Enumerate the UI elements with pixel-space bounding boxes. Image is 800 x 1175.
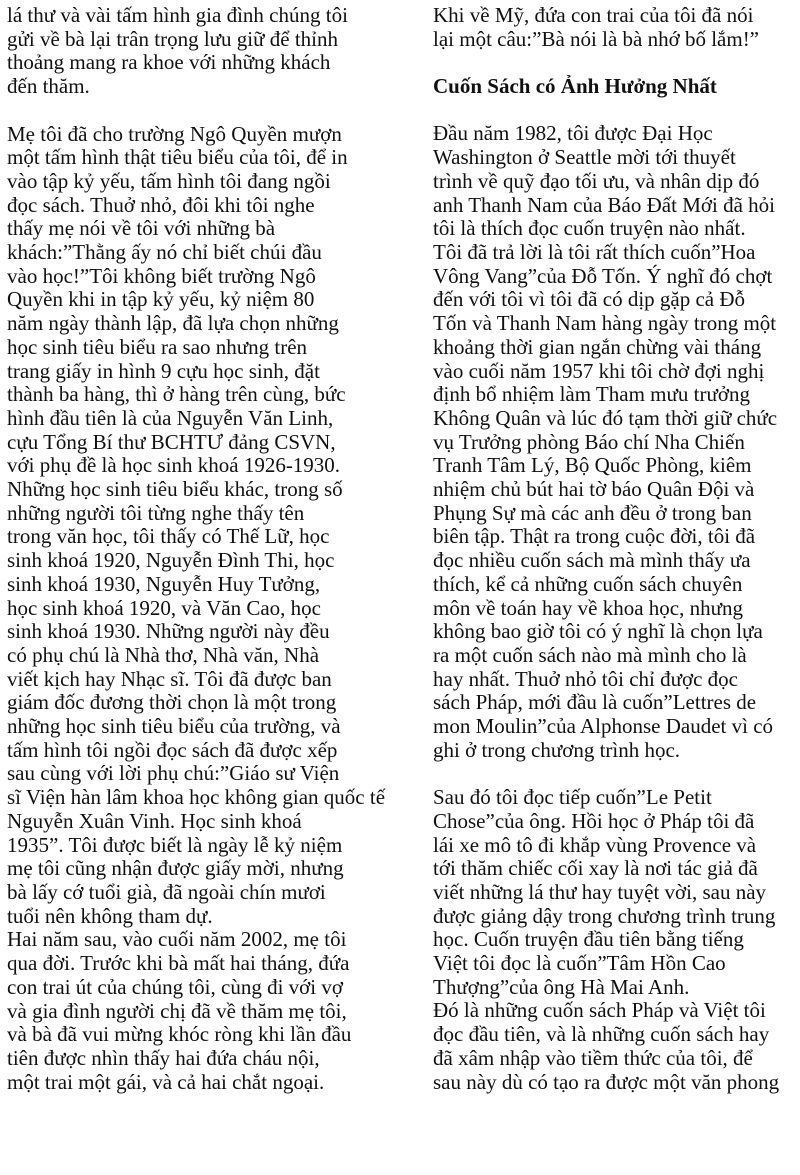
text-line: Quyền khi in tập kỷ yếu, kỷ niệm 80 <box>7 287 315 312</box>
text-line: khoảng thời gian ngắn chừng vài tháng <box>433 334 762 359</box>
text-line: Đó là những cuốn sách Pháp và Việt tôi <box>433 998 766 1023</box>
text-line: những học sinh tiêu biểu của trường, và <box>7 714 341 739</box>
text-line: Sau đó tôi đọc tiếp cuốn”Le Petit <box>433 785 712 810</box>
text-line: mon Moulin”của Alphonse Daudet vì có <box>433 714 774 739</box>
text-line: sau này dù có tạo ra được một văn phong <box>433 1069 780 1094</box>
text-line: viết kịch hay Nhạc sĩ. Tôi đã được ban <box>7 666 332 691</box>
text-line: Tôi đã trả lời là tôi rất thích cuốn”Hoa <box>433 240 756 264</box>
text-line: Những học sinh tiêu biểu khác, trong số <box>7 477 343 502</box>
text-line: trong văn học, tôi thấy có Thế Lữ, học <box>7 524 330 549</box>
text-line: biên tập. Thật ra trong cuộc đời, tôi đã <box>433 524 756 549</box>
text-line: với phụ đề là học sinh khoá 1926-1930. <box>7 453 341 478</box>
text-line: đọc đầu tiên, và là những cuốn sách hay <box>433 1022 770 1047</box>
text-line: được giảng dậy trong chương trình trung <box>433 903 776 928</box>
text-line: định bổ nhiệm làm Tham mưu trưởng <box>433 382 750 407</box>
text-line: 1935”. Tôi được biết là ngày lễ kỷ niệm <box>7 832 343 857</box>
text-line: thấy mẹ nói về tôi với những bà <box>7 216 276 241</box>
text-line: và bà đã vui mừng khóc ròng khi lần đầu <box>7 1022 352 1047</box>
text-line: vụ Trưởng phòng Báo chí Nha Chiến <box>433 429 745 454</box>
text-line: ra một cuốn sách nào mà mình cho là <box>433 642 747 667</box>
text-line: ghi ở trong chương trình học. <box>433 737 681 762</box>
paragraph-letters <box>7 4 392 99</box>
text-line: nhiệm chủ bút hai tờ báo Quân Đội và <box>433 477 755 502</box>
text-line: thành ba hàng, thì ở hàng trên cùng, bức <box>7 382 346 407</box>
paragraph-gap <box>433 51 797 75</box>
text-line: Phụng Sự mà các anh đều ở trong ban <box>433 500 752 525</box>
text-line: mẹ tôi cũng nhận được giấy mời, nhưng <box>7 856 344 881</box>
paragraph-mother-passing <box>7 928 392 1094</box>
text-line: sinh khoá 1930. Những người này đều <box>7 619 330 644</box>
text-line: đã xâm nhập vào tiềm thức của tôi, để <box>433 1045 753 1070</box>
text-line: sách Pháp, mới đầu là cuốn”Lettres de <box>433 690 757 715</box>
text-line: Washington ở Seattle mời tới thuyết <box>433 145 736 170</box>
paragraph-yearbook <box>7 123 392 929</box>
text-line: Hai năm sau, vào cuối năm 2002, mẹ tôi <box>7 927 347 952</box>
text-line: năm ngày thành lập, đã lựa chọn những <box>7 311 339 336</box>
text-line: học sinh khoá 1920, và Văn Cao, học <box>7 595 321 620</box>
right-column <box>433 4 797 1094</box>
text-line: tấm hình tôi ngồi đọc sách đã được xếp <box>7 737 338 762</box>
paragraph-gap <box>7 99 392 123</box>
text-line: tới thăm chiếc cối xay là nơi tác giả đã <box>433 856 758 881</box>
paragraph-gap <box>433 762 797 786</box>
text-line: viết những lá thư hay tuyệt vời, sau này <box>433 879 767 904</box>
section-heading: Cuốn Sách có Ảnh Hưởng Nhất <box>433 74 717 99</box>
text-line: trình về quỹ đạo tối ưu, và nhân dịp đó <box>433 168 760 193</box>
text-line: Khi về Mỹ, đứa con trai của tôi đã nói <box>433 3 754 27</box>
text-line: thoảng mang ra khoe với những khách <box>7 50 331 75</box>
text-line: đến thăm. <box>7 74 90 99</box>
text-line: sinh khoá 1930, Nguyễn Huy Tưởng, <box>7 571 321 596</box>
text-line: bà lấy cớ tuổi già, đã ngoài chín mươi <box>7 880 326 904</box>
text-line: đến với tôi vì tôi đã có dịp gặp cả Đỗ <box>433 287 746 312</box>
text-line: tuổi nên không tham dự. <box>7 903 213 928</box>
text-line: Chose”của ông. Hồi học ở Pháp tôi đã <box>433 808 755 833</box>
text-line: vào học!”Tôi không biết trường Ngô <box>7 263 316 288</box>
text-line: sĩ Viện hàn lâm khoa học không gian quốc tế <box>7 785 386 810</box>
text-line: Vông Vang”của Đỗ Tốn. Ý nghĩ đó chợt <box>433 263 773 288</box>
left-column <box>7 4 392 1094</box>
text-line: vào cuối năm 1957 khi tôi chờ đợi nghị <box>433 358 765 383</box>
text-line: anh Thanh Nam của Báo Đất Mới đã hỏi <box>433 192 775 217</box>
text-line: Thượng”của ông Hà Mai Anh. <box>433 974 690 999</box>
paragraph-gap <box>433 99 797 123</box>
text-line: một tấm hình thật tiêu biểu của tôi, để in <box>7 145 348 170</box>
text-line: vào tập kỷ yếu, tấm hình tôi đang ngồi <box>7 168 331 193</box>
text-line: lại một câu:”Bà nói là bà nhớ bố lắm!” <box>433 26 760 51</box>
text-line: tôi là thích đọc cuốn truyện nào nhất. <box>433 216 746 241</box>
text-line: con trai út của chúng tôi, cùng đi với vợ <box>7 974 343 999</box>
paragraph-son-quote <box>433 4 797 51</box>
text-line: lá thư và vài tấm hình gia đình chúng tôi <box>7 3 348 27</box>
text-line: sau cùng với lời phụ chú:”Giáo sư Viện <box>7 761 340 786</box>
text-line: những người tôi từng nghe thấy tên <box>7 500 305 525</box>
text-line: Tranh Tâm Lý, Bộ Quốc Phòng, kiêm <box>433 453 752 478</box>
text-line: trang giấy in hình 9 cựu học sinh, đặt <box>7 358 320 383</box>
text-line: qua đời. Trước khi bà mất hai tháng, đứa <box>7 951 350 976</box>
text-line: học. Cuốn truyện đầu tiên bằng tiếng <box>433 927 744 952</box>
paragraph-favorite-book <box>433 122 797 762</box>
text-line: sinh khoá 1920, Nguyễn Đình Thi, học <box>7 548 335 573</box>
paragraph-first-books <box>433 999 797 1094</box>
text-line: Mẹ tôi đã cho trường Ngô Quyền mượn <box>7 121 342 146</box>
text-line: Không Quân và lúc đó tạm thời giữ chức <box>433 405 778 430</box>
text-line: môn về toán hay về khoa học, nhưng <box>433 595 743 620</box>
text-line: hình đầu tiên là của Nguyễn Văn Linh, <box>7 405 334 430</box>
text-line: Đầu năm 1982, tôi được Đại Học <box>433 121 713 146</box>
text-line: hay nhất. Thuở nhỏ tôi chỉ được đọc <box>433 666 738 691</box>
text-line: thích, kể cả những cuốn sách chuyên <box>433 571 743 596</box>
text-line: lái xe mô tô đi khắp vùng Provence và <box>433 832 757 857</box>
text-line: khách:”Thằng ấy nó chỉ biết chúi đầu <box>7 240 322 265</box>
text-line: một trai một gái, và cả hai chắt ngoại. <box>7 1069 325 1094</box>
text-line: học sinh tiêu biểu ra sao nhưng trên <box>7 334 308 359</box>
text-line: gửi về bà lại trân trọng lưu giữ để thỉnh <box>7 26 338 51</box>
text-line: giám đốc đương thời chọn là một trong <box>7 690 337 715</box>
text-line: cựu Tổng Bí thư BCHTƯ đảng CSVN, <box>7 429 336 454</box>
text-line: đọc nhiều cuốn sách mà mình thấy ưa <box>433 548 751 573</box>
text-line: đọc sách. Thuở nhỏ, đôi khi tôi nghe <box>7 192 315 217</box>
text-line: có phụ chú là Nhà thơ, Nhà văn, Nhà <box>7 642 320 667</box>
paragraph-le-petit-chose <box>433 786 797 999</box>
text-line: Nguyễn Xuân Vinh. Học sinh khoá <box>7 808 302 833</box>
text-line: không bao giờ tôi có ý nghĩ là chọn lựa <box>433 619 763 644</box>
text-line: Tốn và Thanh Nam hàng ngày trong một <box>433 311 777 336</box>
text-line: và gia đình người chị đã về thăm mẹ tôi, <box>7 998 347 1023</box>
text-line: tiên được nhìn thấy hai đứa cháu nội, <box>7 1045 320 1070</box>
text-line: Việt tôi đọc là cuốn”Tâm Hồn Cao <box>433 951 726 976</box>
